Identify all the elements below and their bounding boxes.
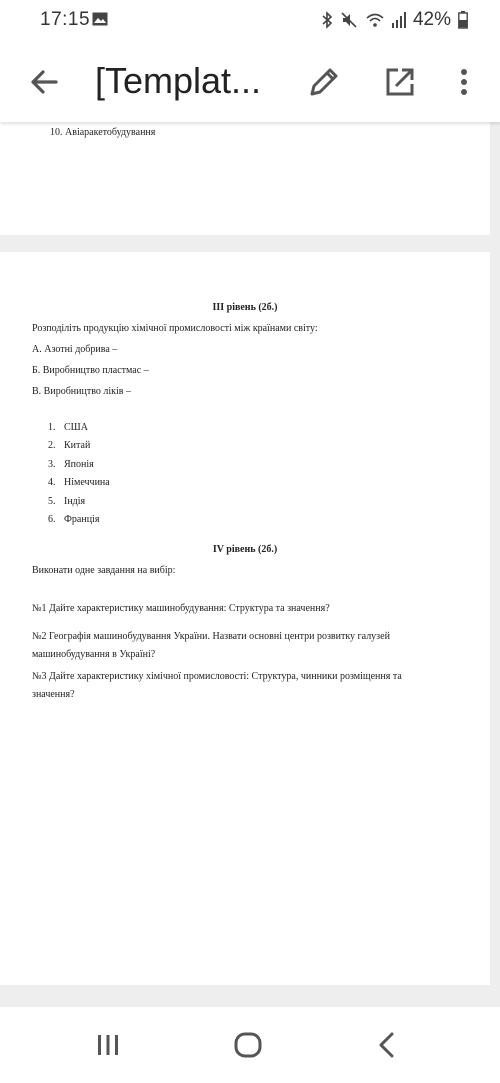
bluetooth-icon bbox=[321, 11, 333, 29]
country-number: 1. bbox=[48, 422, 56, 433]
list-item-10: 10. Авіаракетобудування bbox=[50, 127, 156, 138]
home-icon[interactable] bbox=[232, 1029, 264, 1061]
mute-icon bbox=[340, 11, 358, 29]
task-item: №3 Дайте характеристику хімічної промисловості: Структура, чинники розміщення та значення? bbox=[32, 671, 402, 700]
country-name: США bbox=[64, 422, 88, 433]
image-icon bbox=[92, 12, 108, 26]
product-line: В. Виробництво ліків – bbox=[32, 386, 131, 397]
country-number: 3. bbox=[48, 459, 56, 470]
status-time: 17:15 bbox=[40, 9, 91, 30]
level-3-heading: ІІІ рівень (2б.) bbox=[212, 302, 278, 313]
task-item: №1 Дайте характеристику машинобудування: Структура та значення? bbox=[32, 603, 330, 614]
level-4-instruction: Виконати одне завдання на вибір: bbox=[32, 565, 176, 576]
edit-pencil-icon[interactable] bbox=[306, 64, 342, 100]
product-line: А. Азотні добрива – bbox=[32, 344, 118, 355]
signal-icon bbox=[392, 12, 406, 28]
status-bar bbox=[0, 0, 500, 42]
task-item: №2 Географія машинобудування України. Назвати основні центри розвитку галузей машинобудування в Україні? bbox=[32, 631, 390, 660]
system-navigation-bar bbox=[0, 1007, 500, 1083]
document-page-2 bbox=[0, 252, 490, 985]
country-number: 5. bbox=[48, 496, 56, 507]
country-number: 2. bbox=[48, 440, 56, 451]
open-external-icon[interactable] bbox=[382, 64, 418, 100]
back-arrow-icon[interactable] bbox=[26, 64, 62, 100]
country-name: Японія bbox=[64, 459, 94, 470]
product-line: Б. Виробництво пластмас – bbox=[32, 365, 149, 376]
country-name: Китай bbox=[64, 440, 91, 451]
level-4-heading: IV рівень (2б.) bbox=[212, 544, 278, 555]
document-viewer[interactable] bbox=[0, 122, 500, 1007]
document-page-1 bbox=[0, 122, 490, 235]
battery-icon bbox=[458, 11, 468, 29]
level-3-instruction: Розподіліть продукцію хімічної промисловості між країнами світу: bbox=[32, 323, 318, 334]
app-bar bbox=[0, 42, 500, 122]
document-title: [Templat... bbox=[95, 60, 262, 101]
country-name: Індія bbox=[64, 496, 86, 507]
recents-icon[interactable] bbox=[92, 1029, 124, 1061]
wifi-icon bbox=[365, 11, 385, 29]
country-number: 6. bbox=[48, 514, 56, 525]
country-name: Франція bbox=[64, 514, 100, 525]
country-name: Німеччина bbox=[64, 477, 110, 488]
more-vert-icon[interactable] bbox=[452, 64, 476, 100]
battery-percent: 42% bbox=[412, 9, 451, 30]
back-icon[interactable] bbox=[372, 1029, 404, 1061]
country-number: 4. bbox=[48, 477, 56, 488]
